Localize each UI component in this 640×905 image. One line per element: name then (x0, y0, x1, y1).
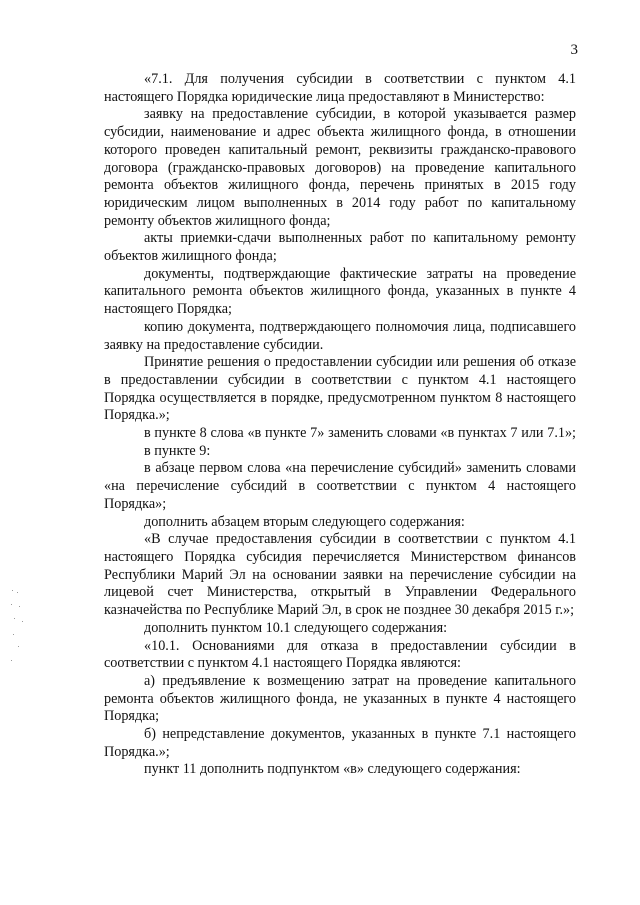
document-body (104, 71, 576, 779)
paragraph-decision: Принятие решения о предоставлении субсидии или решения об отказе в предоставлении субсидии в соответствии с пунктом 4.1 настоящего Порядка осуществляется в порядке, предусмотренном пунктом 8 настоящего Порядка.»; (104, 354, 576, 424)
paragraph-item-9-heading: в пункте 9: (144, 442, 211, 459)
paragraph-subsidy-transfer: «В случае предоставления субсидии в соответствии с пунктом 4.1 настоящего Порядка субсидия перечисляется Министерством финансов Республики Марий Эл на основании заявки на перечисление субсидии на лицевой счет Министерства, открытый в Управлении Федерального казначейства по Республике Марий Эл, в срок не позднее 30 декабря 2015 г.»; (104, 531, 576, 619)
paragraph-add-second: дополнить абзацем вторым следующего содержания: (144, 513, 465, 530)
paragraph-authority-copy: копию документа, подтверждающего полномочия лица, подписавшего заявку на предоставление субсидии. (104, 318, 576, 353)
paragraph-item-8-change: в пункте 8 слова «в пункте 7» заменить словами «в пунктах 7 или 7.1»; (144, 425, 576, 442)
paragraph-7-1-intro: «7.1. Для получения субсидии в соответствии с пунктом 4.1 настоящего Порядка юридические лица предоставляют в Министерство: (104, 71, 576, 105)
paragraph-add-10-1: дополнить пунктом 10.1 следующего содержания: (144, 619, 448, 636)
paragraph-application: заявку на предоставление субсидии, в которой указывается размер субсидии, наименование и адрес объекта жилищного фонда, в отношении которого проведен капитальный ремонт, реквизиты гражданско-правового договора (гражданско-правовых договоров) на проведение капитального ремонта объектов жилищного фонда, перечень принятых в 2015 году юридическим лицом выполненных в 2014 году работ по капитальному ремонту объектов жилищного фонда; (104, 106, 576, 229)
paragraph-item-11: пункт 11 дополнить подпунктом «в» следующего содержания: (144, 761, 521, 778)
paragraph-10-1-grounds: «10.1. Основаниями для отказа в предоставлении субсидии в соответствии с пунктом 4.1 настоящего Порядка являются: (104, 637, 576, 672)
paragraph-acts: акты приемки-сдачи выполненных работ по капитальному ремонту объектов жилищного фонда; (104, 230, 576, 265)
paragraph-expense-documents: документы, подтверждающие фактические затраты на проведение капитального ремонта объектов жилищного фонда, указанных в пункте 4 настоящего Порядка; (104, 265, 576, 318)
paragraph-item-9-first: в абзаце первом слова «на перечисление субсидий» заменить словами «на перечисление субсидий в соответствии с пунктом 4 настоящего Порядка»; (104, 460, 576, 512)
paragraph-ground-a: а) предъявление к возмещению затрат на проведение капитального ремонта объектов жилищного фонда, не указанных в пункте 4 настоящего Порядка; (104, 672, 576, 725)
paragraph-ground-b: б) непредставление документов, указанных в пункте 7.1 настоящего Порядка.»; (104, 726, 576, 760)
page-number: 3 (570, 42, 578, 58)
margin-scan-marks (8, 0, 28, 905)
